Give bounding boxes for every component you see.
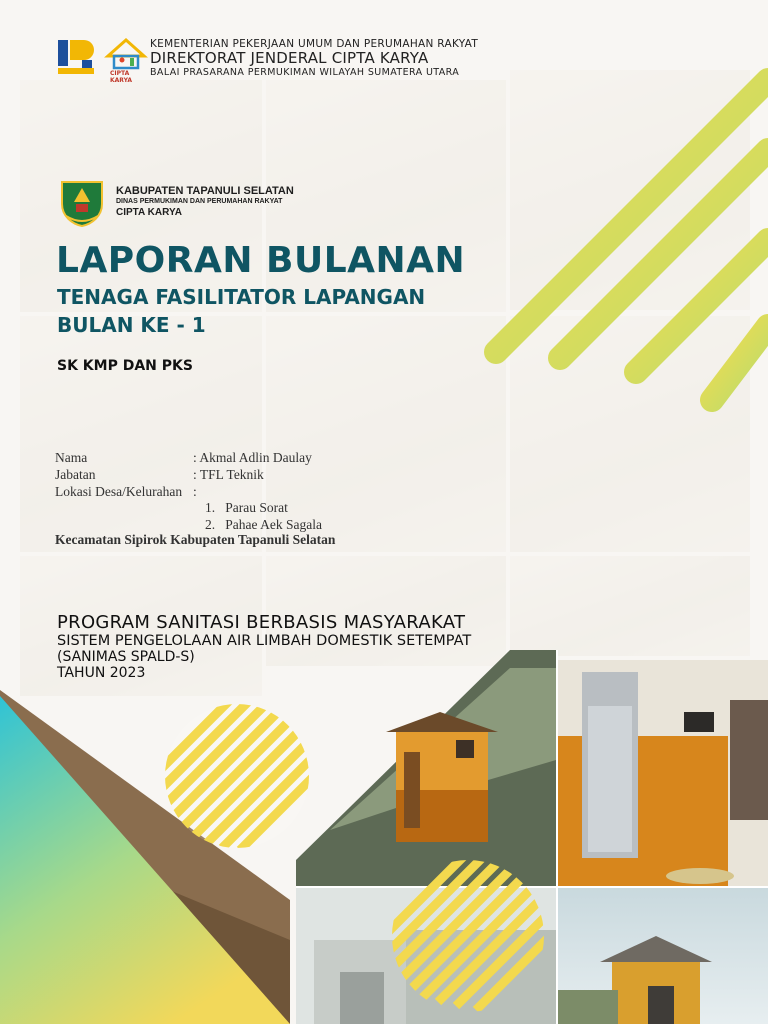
program-system: SISTEM PENGELOLAAN AIR LIMBAH DOMESTIK SETEMPAT bbox=[57, 633, 472, 649]
cipta-karya-logo-icon bbox=[104, 38, 148, 84]
sk-label: SK KMP DAN PKS bbox=[57, 358, 193, 374]
program-block bbox=[57, 612, 471, 681]
lokasi-label: Lokasi Desa/Kelurahan bbox=[55, 484, 183, 499]
jabatan-label: Jabatan bbox=[55, 467, 96, 482]
directorate-name: DIREKTORAT JENDERAL CIPTA KARYA bbox=[150, 49, 429, 67]
lokasi-item-2: 2. Pahae Aek Sagala bbox=[205, 517, 322, 532]
dinas-name: DINAS PERMUKIMAN DAN PERUMAHAN RAKYAT bbox=[116, 198, 283, 206]
lokasi-item-1: 1. Parau Sorat bbox=[205, 500, 288, 515]
ministry-name: KEMENTERIAN PEKERJAAN UMUM DAN PERUMAHAN RAKYAT bbox=[150, 38, 479, 50]
kabupaten-block bbox=[56, 176, 294, 228]
balai-name: BALAI PRASARANA PERMUKIMAN WILAYAH SUMATERA UTARA bbox=[150, 67, 460, 78]
kabupaten-name: KABUPATEN TAPANULI SELATAN bbox=[116, 185, 294, 198]
kabupaten-emblem-icon bbox=[56, 176, 108, 228]
program-name: PROGRAM SANITASI BERBASIS MASYARAKAT bbox=[57, 612, 466, 633]
report-subtitle: TENAGA FASILITATOR LAPANGAN bbox=[57, 285, 426, 309]
cipta-karya-label: CIPTA KARYA bbox=[116, 206, 182, 218]
header-logos bbox=[56, 38, 148, 84]
nama-label: Nama bbox=[55, 450, 88, 465]
program-abbrev: (SANIMAS SPALD-S) bbox=[57, 649, 195, 665]
diagonal-stripes bbox=[496, 80, 768, 400]
lokasi-colon: : bbox=[193, 484, 197, 499]
ministry-header bbox=[150, 38, 478, 78]
report-month: BULAN KE - 1 bbox=[57, 313, 206, 337]
kecamatan-line: Kecamatan Sipirok Kabupaten Tapanuli Selatan bbox=[55, 532, 336, 547]
report-title: LAPORAN BULANAN bbox=[56, 240, 466, 281]
cipta-karya-logo-text: CIPTA KARYA bbox=[110, 70, 132, 84]
photo-collage bbox=[296, 650, 768, 1024]
pupr-logo-icon bbox=[56, 38, 98, 76]
program-year: TAHUN 2023 bbox=[57, 665, 146, 681]
nama-value: : Akmal Adlin Daulay bbox=[193, 450, 312, 465]
jabatan-value: : TFL Teknik bbox=[193, 467, 264, 482]
